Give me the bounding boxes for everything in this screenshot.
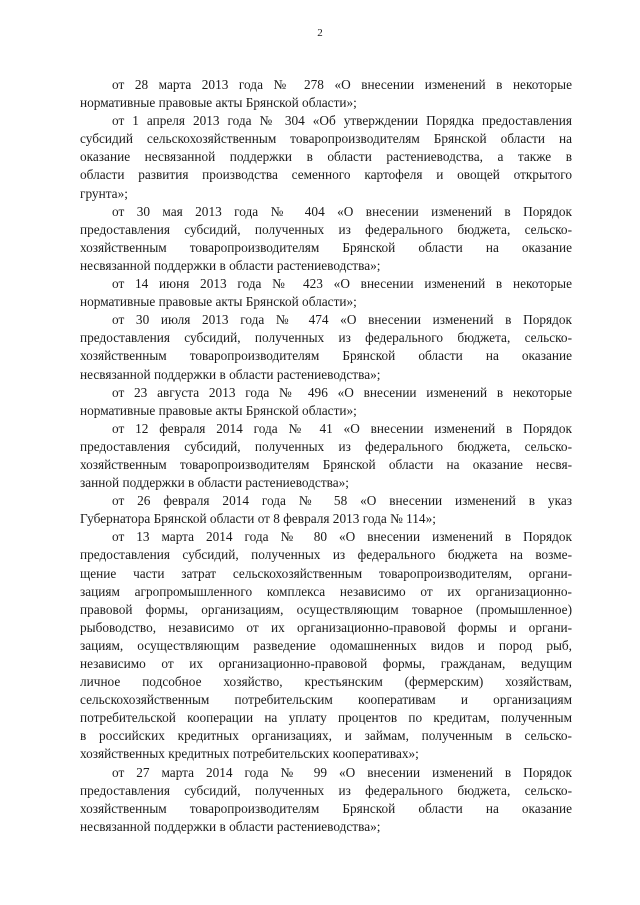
text-line: нормативные правовые акты Брянской области»; <box>80 402 357 418</box>
text-line: от 30 мая 2013 года № 404 «О внесении изменений в Порядок <box>112 203 572 219</box>
text-line: хозяйственным товаропроизводителям Брянской области на оказание <box>80 348 572 364</box>
text-line: зациям, осуществляющим разведение одомашненных видов и пород рыб, <box>80 637 572 653</box>
text-line: области развития производства семенного картофеля и овощей открытого <box>80 167 572 183</box>
text-line: от 28 марта 2013 года № 278 «О внесении изменений в некоторые <box>112 77 572 92</box>
text-line: от 12 февраля 2014 года № 41 «О внесении изменений в Порядок <box>112 420 572 436</box>
text-line: грунта»; <box>80 185 128 201</box>
text-line: от 30 июля 2013 года № 474 «О внесении изменений в Порядок <box>112 312 572 328</box>
text-line: занной поддержки в области растениеводства»; <box>80 475 349 491</box>
text-line: зациям агропромышленного комплекса независимо от их организационно- <box>80 583 572 599</box>
paragraph <box>80 311 572 383</box>
text-line: оказание несвязанной поддержки в области растениеводства, а также в <box>80 149 572 165</box>
text-line: хозяйственным товаропроизводителям Брянской области на оказание <box>80 800 572 816</box>
paragraph <box>80 203 572 275</box>
text-line: правовой формы, организациям, осуществляющим товарное (промышленное) <box>80 601 572 617</box>
text-line: несвязанной поддержки в области растениеводства»; <box>80 818 381 834</box>
text-line: от 13 марта 2014 года № 80 «О внесении изменений в Порядок <box>112 529 572 545</box>
text-line: предоставления субсидий, полученных из федерального бюджета, сельско- <box>80 782 572 798</box>
text-line: субсидий сельскохозяйственным товаропроизводителям Брянской области на <box>80 131 572 147</box>
text-line: от 27 марта 2014 года № 99 «О внесении изменений в Порядок <box>112 764 572 780</box>
text-line: хозяйственным товаропроизводителям Брянской области на оказание несвя- <box>80 456 572 472</box>
text-line: Губернатора Брянской области от 8 февраля 2013 года № 114»; <box>80 511 436 527</box>
text-line: от 26 февраля 2014 года № 58 «О внесении изменений в указ <box>112 493 572 509</box>
document-body <box>80 76 572 836</box>
text-line: несвязанной поддержки в области растениеводства»; <box>80 366 381 382</box>
paragraph <box>80 112 572 202</box>
text-line: хозяйственным товаропроизводителям Брянской области на оказание <box>80 239 572 255</box>
paragraph <box>80 492 572 528</box>
text-line: предоставления субсидий, полученных из федерального бюджета на возме- <box>80 547 572 563</box>
text-line: в российских кредитных организациях, и займам, полученным в сельско- <box>80 728 572 744</box>
paragraph <box>80 76 572 112</box>
paragraph <box>80 275 572 311</box>
text-line: предоставления субсидий, полученных из федерального бюджета, сельско- <box>80 221 572 237</box>
text-line: личное подсобное хозяйство, крестьянским (фермерским) хозяйствам, <box>80 674 572 690</box>
text-line: рыбоводство, независимо от их организационно-правовой формы и органи- <box>80 619 572 635</box>
text-line: от 23 августа 2013 года № 496 «О внесении изменений в некоторые <box>112 384 572 400</box>
text-line: потребительской кооперации на уплату процентов по кредитам, полученным <box>80 710 572 726</box>
text-line: предоставления субсидий, полученных из федерального бюджета, сельско- <box>80 330 572 346</box>
text-line: от 14 июня 2013 года № 423 «О внесении изменений в некоторые <box>112 276 572 292</box>
paragraph <box>80 384 572 420</box>
text-line: нормативные правовые акты Брянской области»; <box>80 294 357 310</box>
paragraph <box>80 528 572 763</box>
page-number: 2 <box>317 27 323 39</box>
paragraph <box>80 420 572 492</box>
paragraph <box>80 764 572 836</box>
text-line: нормативные правовые акты Брянской области»; <box>80 95 357 111</box>
text-line: несвязанной поддержки в области растениеводства»; <box>80 257 381 273</box>
text-line: предоставления субсидий, полученных из федерального бюджета, сельско- <box>80 438 572 454</box>
text-line: от 1 апреля 2013 года № 304 «Об утверждении Порядка предоставления <box>112 113 572 129</box>
text-line: щение части затрат сельскохозяйственным товаропроизводителям, органи- <box>80 565 572 581</box>
text-line: сельскохозяйственным потребительским кооперативам и организациям <box>80 692 572 708</box>
text-line: хозяйственных кредитных потребительских кооперативах»; <box>80 746 419 762</box>
text-line: независимо от их организационно-правовой формы, гражданам, ведущим <box>80 656 572 671</box>
